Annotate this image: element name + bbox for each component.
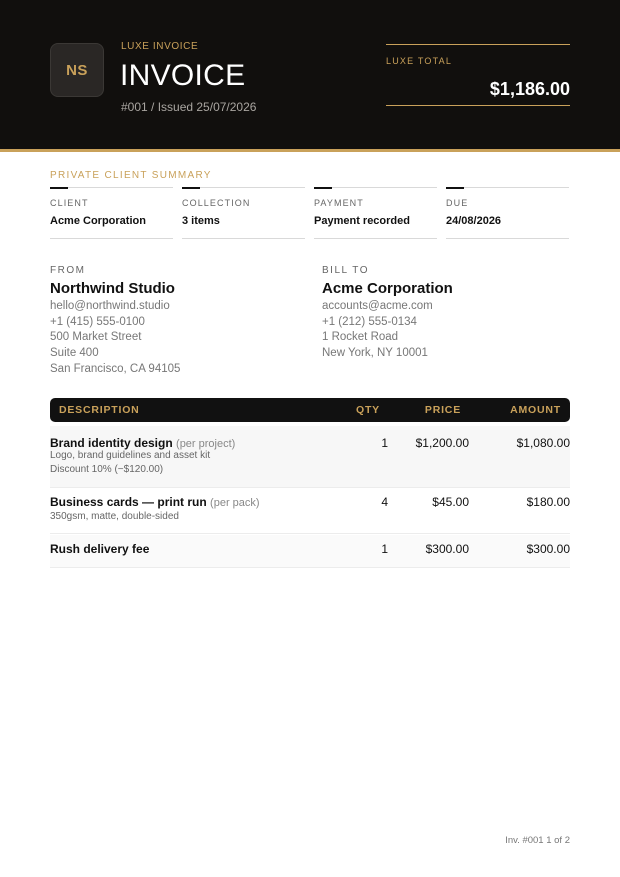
summary-label: CLIENT [50,198,89,208]
summary-value: 24/08/2026 [446,215,502,227]
invoice-meta: #001 / Issued 25/07/2026 [121,100,257,114]
bill-to-email: accounts@acme.com [322,300,433,312]
item-amount: $300.00 [526,542,570,556]
item-description [50,542,149,556]
summary-tick [314,187,332,189]
invoice-header [0,0,620,149]
table-row [50,426,570,488]
summary-tick [182,187,200,189]
total-box [386,44,570,106]
summary-value: Payment recorded [314,215,410,227]
item-price: $45.00 [432,495,469,509]
header-divider [0,149,620,152]
table-row [50,535,570,568]
summary-label: COLLECTION [182,198,251,208]
summary-collection [182,187,305,239]
summary-tick [446,187,464,189]
from-address-line: 500 Market Street [50,331,142,344]
total-label: LUXE TOTAL [386,56,453,66]
item-name: Brand identity design [50,436,173,450]
bill-to-name: Acme Corporation [322,280,453,297]
item-amount: $1,080.00 [516,436,570,450]
item-amount: $180.00 [526,495,570,509]
summary-tick [50,187,68,189]
summary-payment [314,187,437,239]
bill-to-block [322,265,562,362]
column-header-price: PRICE [424,404,461,416]
item-qty: 4 [381,495,388,509]
summary-label: DUE [446,198,469,208]
column-header-amount: AMOUNT [510,404,561,416]
from-block [50,265,290,378]
bill-to-address-line: 1 Rocket Road [322,331,399,344]
item-name: Business cards — print run [50,495,207,509]
item-description [50,436,235,450]
item-unit: (per pack) [210,497,260,509]
item-name: Rush delivery fee [50,542,150,556]
brand-kicker: LUXE INVOICE [121,41,199,52]
summary-client [50,187,173,239]
item-qty: 1 [381,542,388,556]
summary-due [446,187,569,239]
summary-label: PAYMENT [314,198,364,208]
from-address-line: San Francisco, CA 94105 [50,362,181,375]
item-detail: Logo, brand guidelines and asset kit [50,450,211,461]
bill-to-phone: +1 (212) 555-0134 [322,315,417,328]
column-header-description: DESCRIPTION [59,404,140,416]
item-unit: (per project) [176,438,236,450]
bill-to-address-line: New York, NY 10001 [322,347,428,360]
table-row [50,488,570,534]
total-value: $1,186.00 [489,79,570,99]
summary-value: Acme Corporation [50,215,146,227]
page-footer: Inv. #001 1 of 2 [505,835,570,846]
item-detail: 350gsm, matte, double-sided [50,511,179,522]
page-title: INVOICE [120,59,246,92]
item-price: $1,200.00 [415,436,469,450]
bill-to-label: BILL TO [322,265,370,276]
from-address-line: Suite 400 [50,347,99,360]
table-header [50,398,570,422]
item-price: $300.00 [425,542,469,556]
item-discount: Discount 10% (−$120.00) [50,464,164,475]
logo-initials: NS [66,61,88,79]
item-description [50,495,260,509]
item-qty: 1 [381,436,388,450]
from-label: FROM [50,265,86,276]
from-name: Northwind Studio [50,280,175,297]
studio-logo [50,43,104,97]
column-header-qty: QTY [356,404,380,416]
summary-title: PRIVATE CLIENT SUMMARY [50,170,212,181]
from-phone: +1 (415) 555-0100 [50,315,145,328]
from-email: hello@northwind.studio [50,300,170,312]
summary-value: 3 items [182,215,220,227]
